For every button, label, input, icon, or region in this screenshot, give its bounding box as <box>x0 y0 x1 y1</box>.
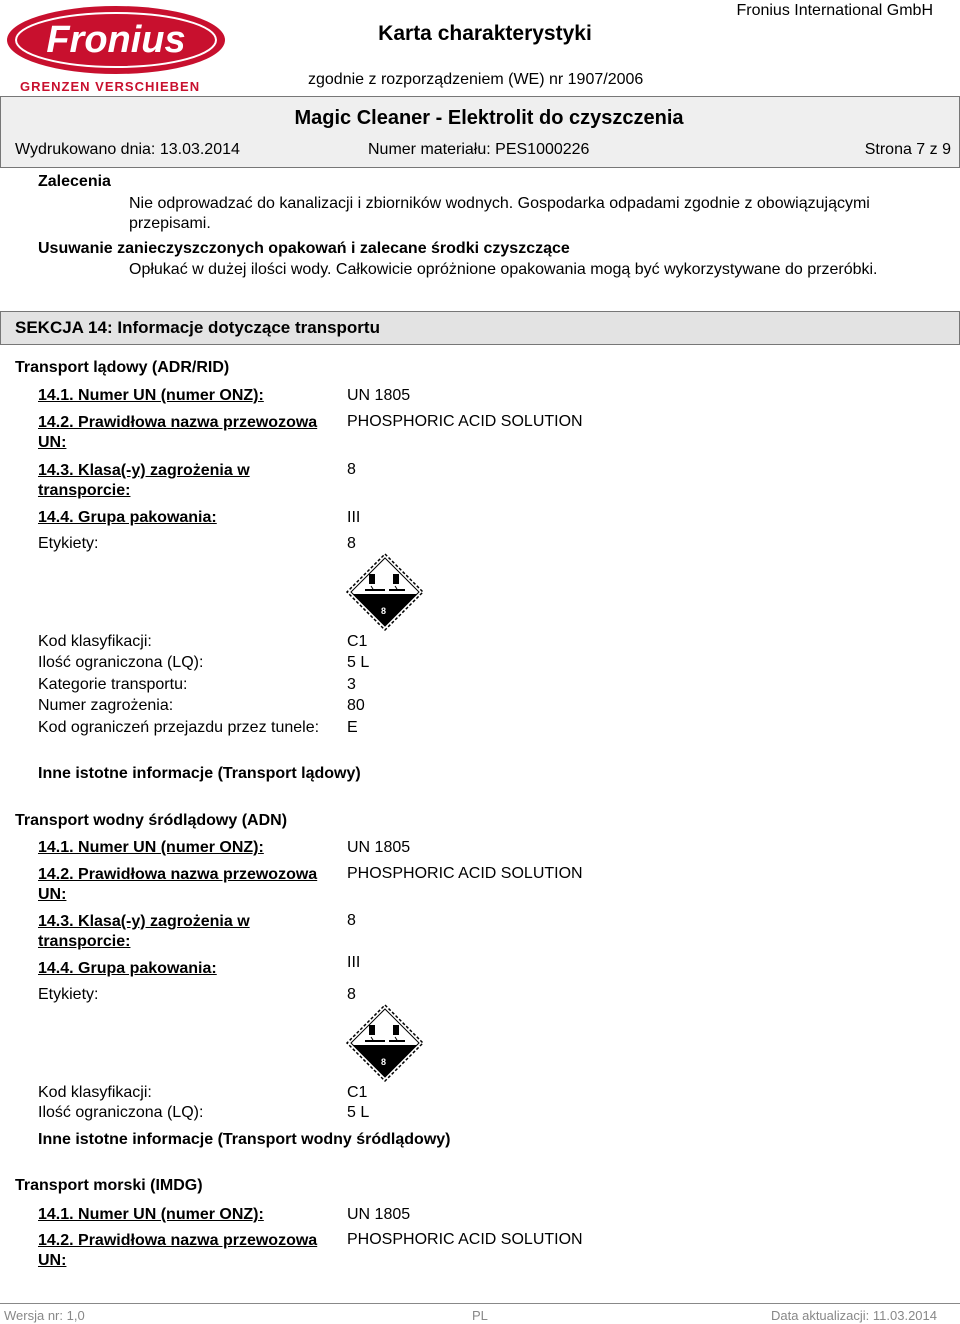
adn-name-value: PHOSPHORIC ACID SOLUTION <box>347 865 583 882</box>
imdg-un-value: UN 1805 <box>347 1206 411 1223</box>
adr-pg-value: III <box>347 509 361 526</box>
adr-class-code-value: C1 <box>347 633 368 650</box>
company-name: Fronius International GmbH <box>736 2 933 19</box>
adr-tunnel-label: Kod ograniczeń przejazdu przez tunele: <box>38 719 320 736</box>
adr-other-info: Inne istotne informacje (Transport lądowy) <box>38 765 361 782</box>
adr-heading: Transport lądowy (ADR/RID) <box>15 359 230 376</box>
section-14-title: SEKCJA 14: Informacje dotyczące transportu <box>15 318 380 337</box>
adn-un-label: 14.1. Numer UN (numer ONZ): <box>38 839 264 856</box>
adr-name-value: PHOSPHORIC ACID SOLUTION <box>347 413 583 430</box>
adr-class-code-label: Kod klasyfikacji: <box>38 633 152 650</box>
imdg-heading: Transport morski (IMDG) <box>15 1177 203 1194</box>
adr-un-label: 14.1. Numer UN (numer ONZ): <box>38 387 264 404</box>
adr-transport-cat-value: 3 <box>347 676 356 693</box>
adn-pg-label: 14.4. Grupa pakowania: <box>38 960 217 977</box>
recommendations-heading: Zalecenia <box>38 173 111 190</box>
adr-class-value: 8 <box>347 461 356 478</box>
adn-other-info: Inne istotne informacje (Transport wodny śródlądowy) <box>38 1131 451 1148</box>
corrosive-class-8-icon <box>345 552 425 632</box>
version-number: Wersja nr: 1,0 <box>4 1308 85 1323</box>
print-date: Wydrukowano dnia: 13.03.2014 <box>15 141 240 158</box>
adn-class-value: 8 <box>347 912 356 929</box>
pictogram-number: 8 <box>381 606 387 616</box>
adr-lq-label: Ilość ograniczona (LQ): <box>38 654 204 671</box>
adn-labels-value: 8 <box>347 986 356 1003</box>
adr-hazard-no-value: 80 <box>347 697 365 714</box>
pictogram-number: 8 <box>381 1057 387 1067</box>
document-title: Karta charakterystyki <box>378 22 592 45</box>
adr-class-label: 14.3. Klasa(-y) zagrożenia w transporcie: <box>38 462 250 499</box>
adn-pg-value: III <box>347 954 361 971</box>
adr-un-value: UN 1805 <box>347 387 411 404</box>
imdg-un-label: 14.1. Numer UN (numer ONZ): <box>38 1206 264 1223</box>
page-number: Strona 7 z 9 <box>864 141 951 158</box>
regulation-reference: zgodnie z rozporządzeniem (WE) nr 1907/2006 <box>308 71 644 88</box>
adr-tunnel-value: E <box>347 719 358 736</box>
adr-labels-value: 8 <box>347 535 356 552</box>
recommendations-text: Nie odprowadzać do kanalizacji i zbiorników wodnych. Gospodarka odpadami zgodnie z obowiązującymi przepisami. <box>129 195 870 232</box>
packaging-heading: Usuwanie zanieczyszczonych opakowań i zalecane środki czyszczące <box>38 240 570 257</box>
imdg-name-value: PHOSPHORIC ACID SOLUTION <box>347 1231 583 1248</box>
adr-name-label: 14.2. Prawidłowa nazwa przewozowa UN: <box>38 414 318 451</box>
imdg-name-label: 14.2. Prawidłowa nazwa przewozowa UN: <box>38 1232 318 1269</box>
adn-class-code-label: Kod klasyfikacji: <box>38 1084 152 1101</box>
svg-text:Fronius: Fronius <box>46 19 186 61</box>
logo-slogan: GRENZEN VERSCHIEBEN <box>20 79 201 94</box>
adn-un-value: UN 1805 <box>347 839 411 856</box>
packaging-text: Opłukać w dużej ilości wody. Całkowicie opróżnione opakowania mogą być wykorzystywane do przeróbki. <box>129 261 878 278</box>
adn-lq-label: Ilość ograniczona (LQ): <box>38 1104 204 1121</box>
adn-class-label: 14.3. Klasa(-y) zagrożenia w transporcie: <box>38 913 250 950</box>
adn-heading: Transport wodny śródlądowy (ADN) <box>15 812 288 829</box>
adn-lq-value: 5 L <box>347 1104 370 1121</box>
material-number: Numer materiału: PES1000226 <box>368 141 590 158</box>
adr-pg-label: 14.4. Grupa pakowania: <box>38 509 217 526</box>
corrosive-class-8-icon <box>345 1003 425 1083</box>
footer-divider <box>0 1303 960 1304</box>
adr-lq-value: 5 L <box>347 654 370 671</box>
product-name: Magic Cleaner - Elektrolit do czyszczenia <box>294 107 684 129</box>
adn-class-code-value: C1 <box>347 1084 368 1101</box>
adr-hazard-no-label: Numer zagrożenia: <box>38 697 174 714</box>
language-code: PL <box>472 1308 488 1323</box>
adn-name-label: 14.2. Prawidłowa nazwa przewozowa UN: <box>38 866 318 903</box>
adn-labels-label: Etykiety: <box>38 986 99 1003</box>
adr-transport-cat-label: Kategorie transportu: <box>38 676 188 693</box>
update-date: Data aktualizacji: 11.03.2014 <box>771 1308 937 1323</box>
adr-labels-label: Etykiety: <box>38 535 99 552</box>
